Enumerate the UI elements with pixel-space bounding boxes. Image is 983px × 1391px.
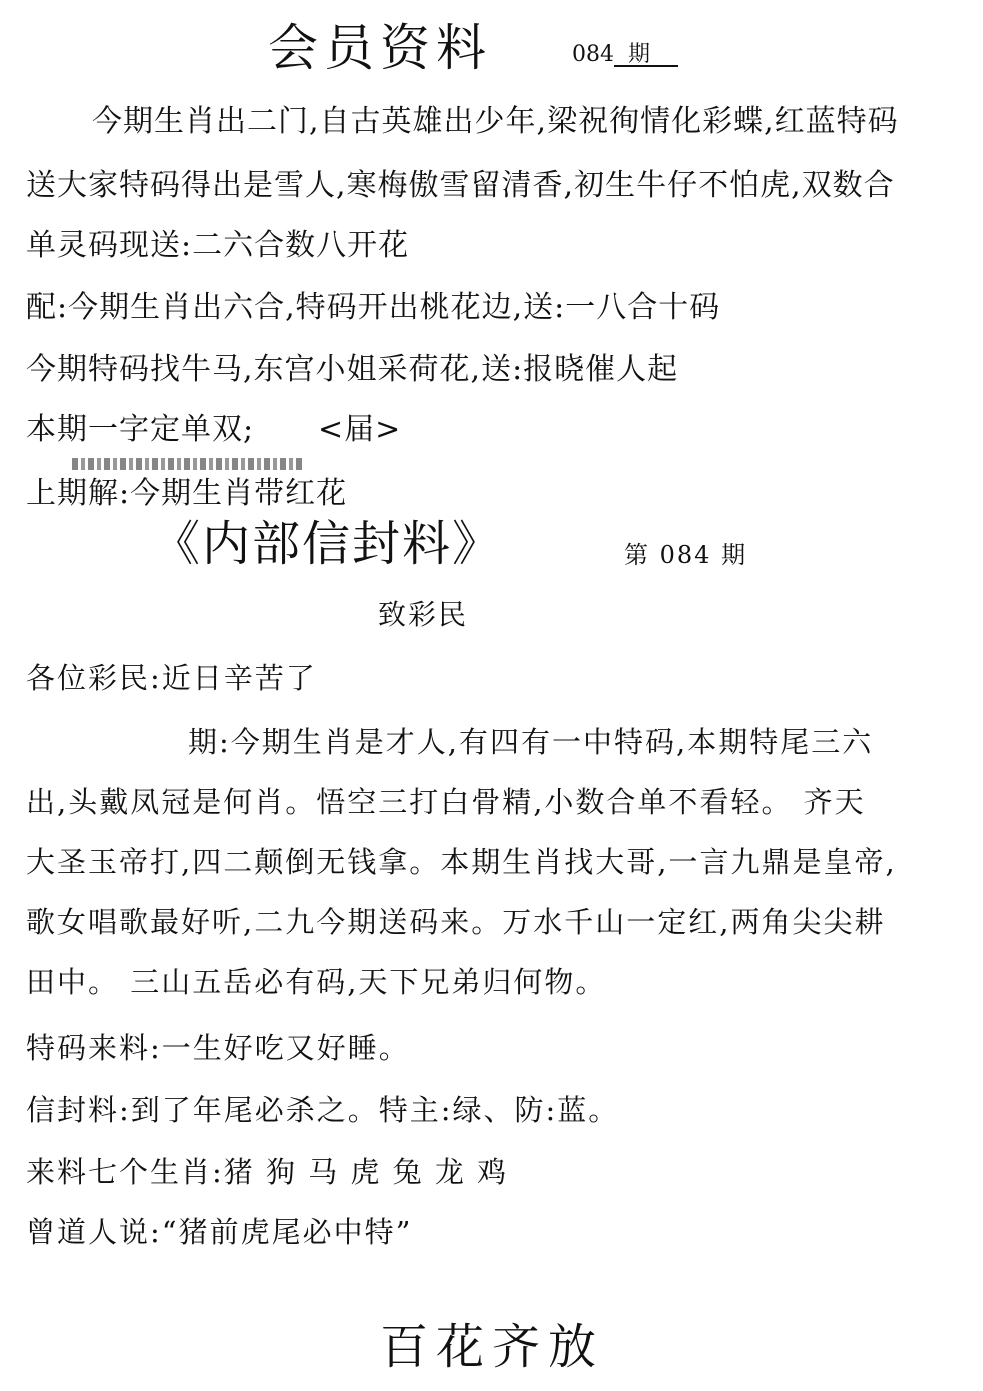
envelope-material-line: 信封料:到了年尾必杀之。特主:绿、防:蓝。 xyxy=(26,1093,620,1127)
envelope-line-1: 期:今期生肖是才人,有四有一中特码,本期特尾三六 xyxy=(188,725,874,759)
envelope-line-4: 歌女唱歌最好听,二九今期送码来。万水千山一定红,两角尖尖耕 xyxy=(26,905,886,939)
member-issue xyxy=(572,42,678,68)
member-issue-number: 084 xyxy=(572,42,614,67)
member-line-6: 本期一字定单双; xyxy=(26,412,255,447)
member-issue-suffix xyxy=(614,42,678,67)
envelope-line-2: 出,头戴凤冠是何肖。悟空三打白骨精,小数合单不看轻。 齐天 xyxy=(26,785,866,819)
member-issue-suffix-text: 期 xyxy=(628,42,651,67)
envelope-greeting: 各位彩民:近日辛苦了 xyxy=(26,661,317,695)
seven-zodiac-line: 来料七个生肖:猪 狗 马 虎 兔 龙 鸡 xyxy=(26,1155,509,1189)
envelope-issue: 第 084 期 xyxy=(624,541,748,569)
member-line-7: 上期解:今期生肖带红花 xyxy=(26,476,348,511)
member-line-5: 今期特码找牛马,东宫小姐采荷花,送:报晓催人起 xyxy=(26,352,679,387)
member-line-1: 今期生肖出二门,自古英雄出少年,梁祝徇情化彩蝶,红蓝特码 xyxy=(92,104,899,139)
saying-line: 曾道人说:“猪前虎尾必中特” xyxy=(26,1215,413,1249)
envelope-title: 《内部信封料》 xyxy=(152,516,503,572)
member-one-char: <届> xyxy=(318,412,402,447)
member-title: 会员资料 xyxy=(268,19,492,77)
redacted-scribble xyxy=(72,458,302,470)
envelope-line-3: 大圣玉帝打,四二颠倒无钱拿。本期生肖找大哥,一言九鼎是皇帝, xyxy=(26,845,897,879)
envelope-line-5: 田中。 三山五岳必有码,天下兄弟归何物。 xyxy=(26,965,607,999)
member-line-3: 单灵码现送:二六合数八开花 xyxy=(26,228,410,263)
member-line-4: 配:今期生肖出六合,特码开出桃花边,送:一八合十码 xyxy=(26,290,721,325)
member-line-2: 送大家特码得出是雪人,寒梅傲雪留清香,初生牛仔不怕虎,双数合 xyxy=(26,168,895,203)
special-code-line: 特码来料:一生好吃又好睡。 xyxy=(26,1031,410,1065)
footer-title: 百花齐放 xyxy=(380,1319,605,1375)
envelope-to: 致彩民 xyxy=(378,598,469,631)
